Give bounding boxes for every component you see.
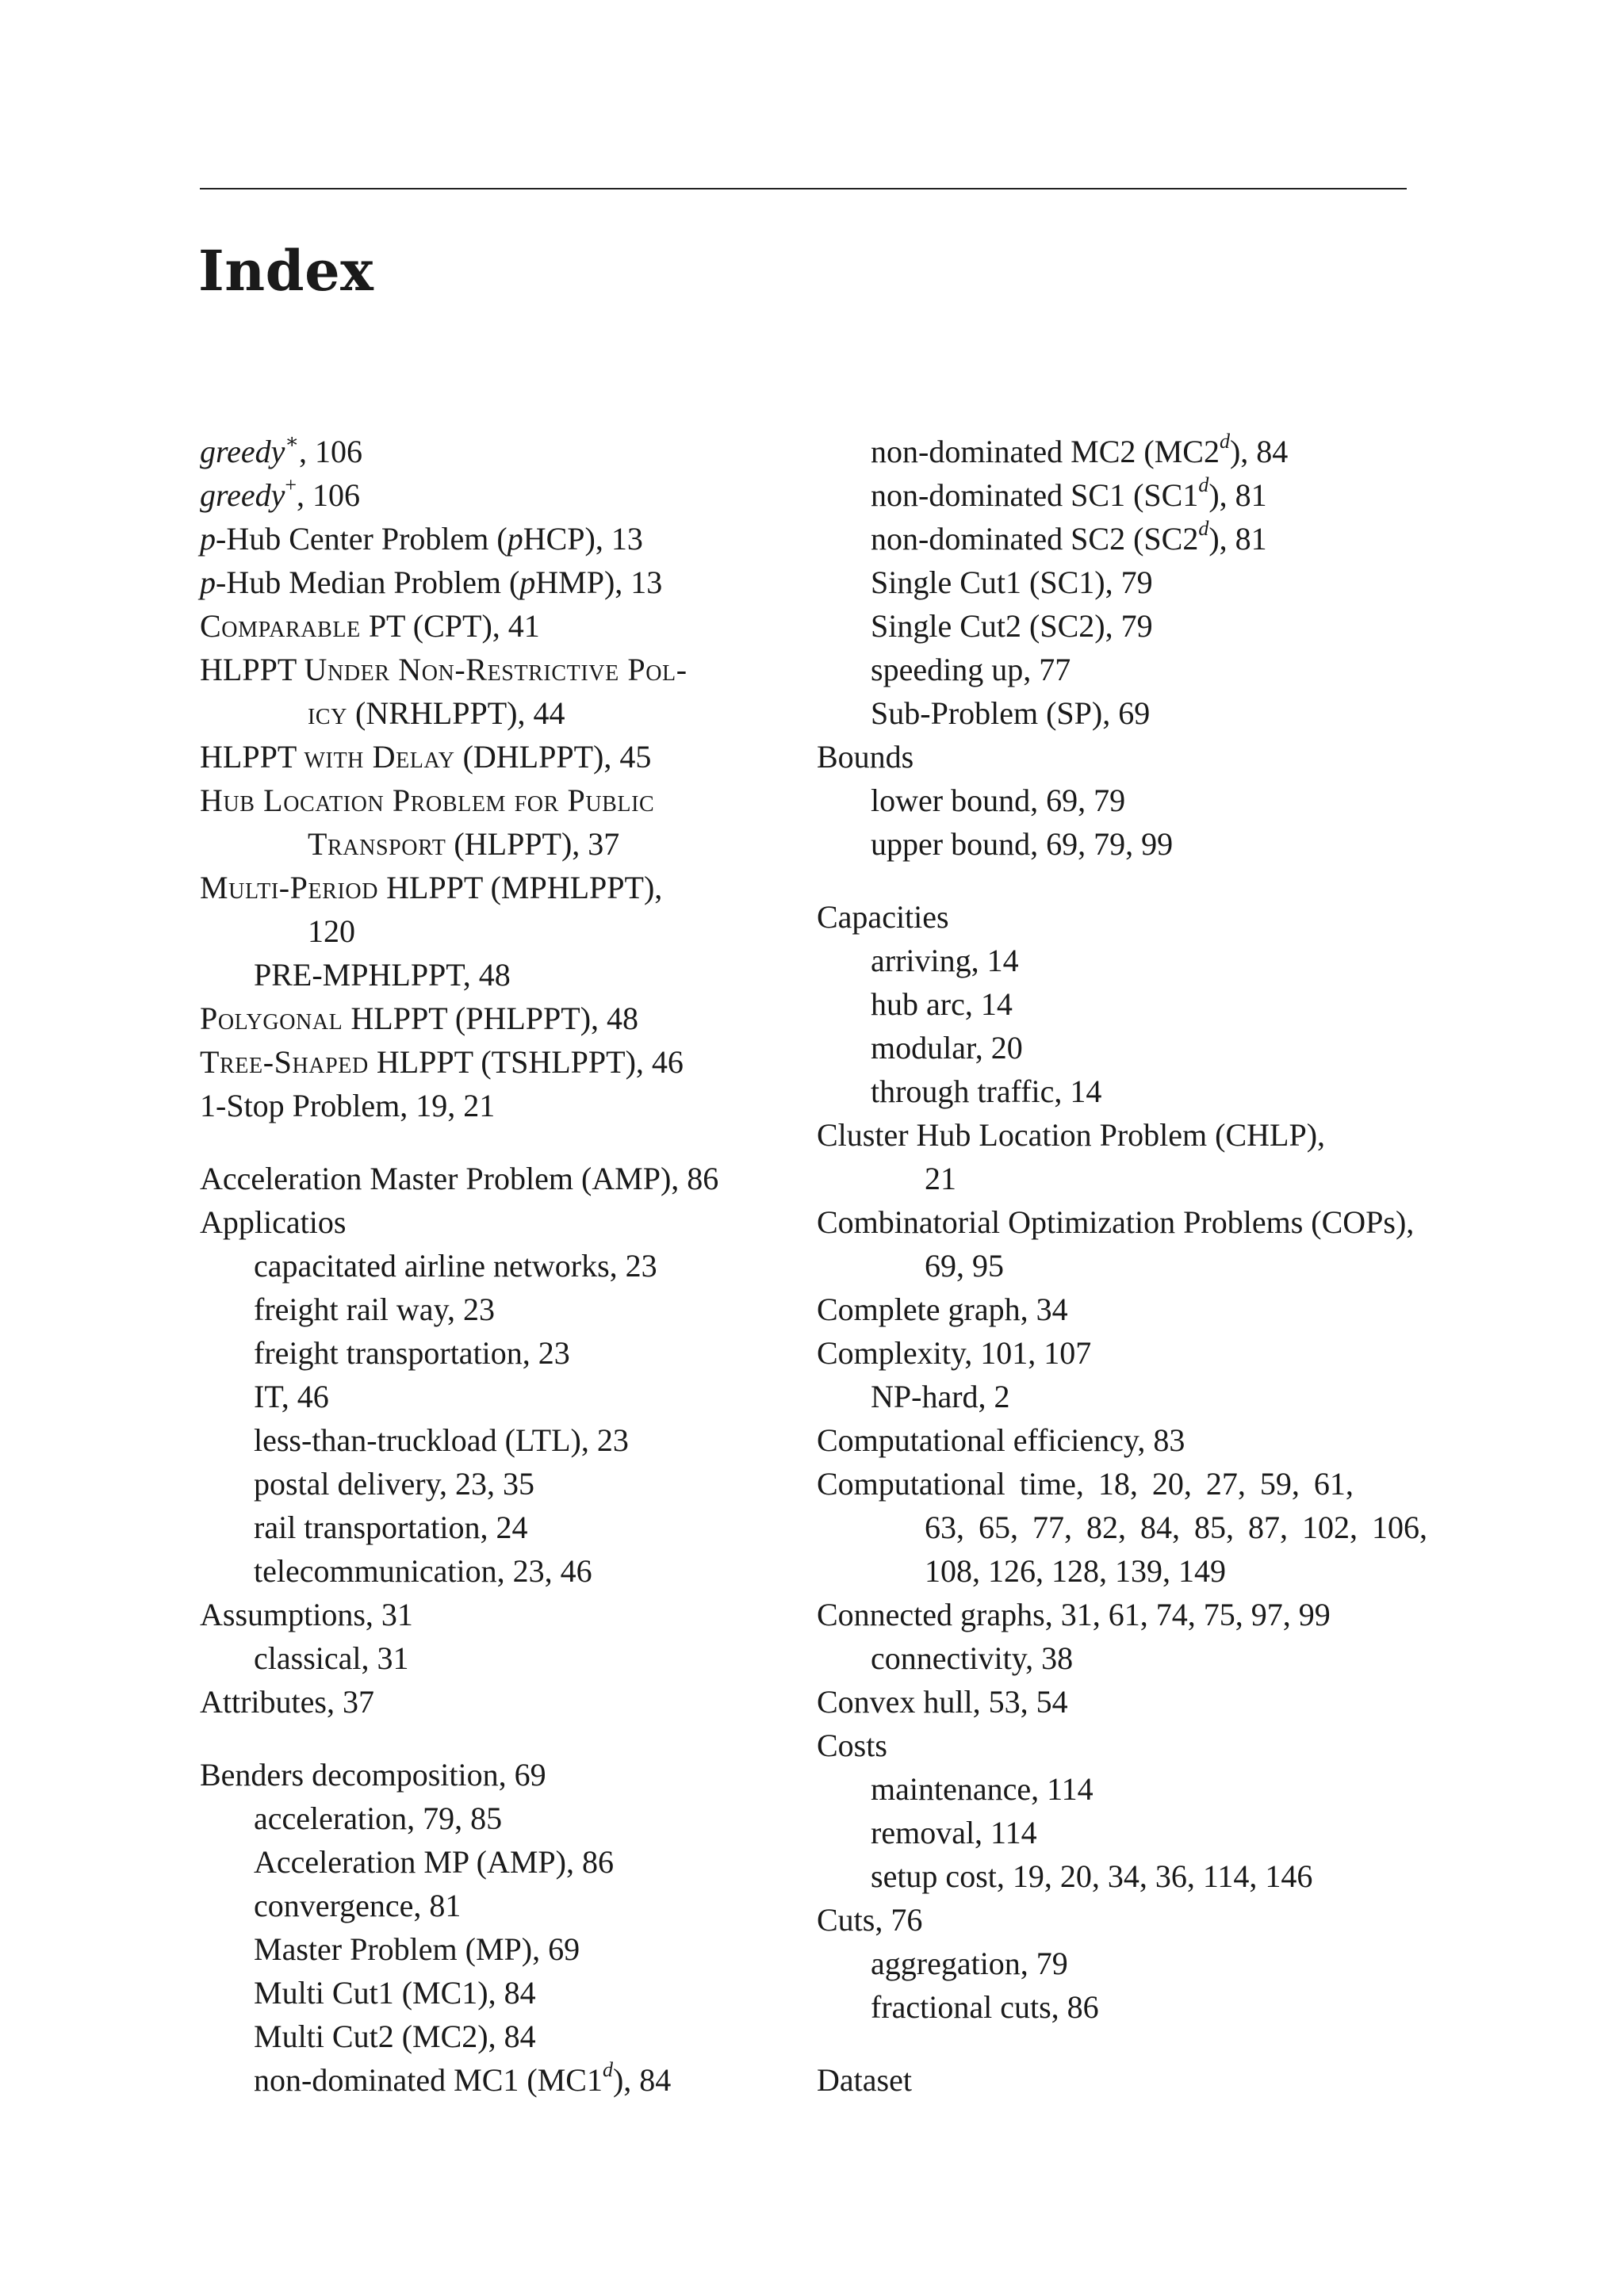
index-entry: greedy∗, 106: [200, 429, 363, 469]
index-entry: Multi-Period HLPPT (MPHLPPT),: [200, 870, 663, 905]
index-subentry: non-dominated MC2 (MC2$^d$), 84: [871, 429, 1289, 469]
index-entry-continuation: 69, 95: [925, 1248, 1004, 1284]
index-entry: greedy+, 106: [200, 473, 361, 513]
page-title: Index: [198, 238, 374, 304]
index-entry: HLPPT Under Non-Restrictive Pol-: [200, 652, 688, 687]
index-subentry: hub arc, 14: [871, 986, 1013, 1022]
index-entry: Cluster Hub Location Problem (CHLP),: [817, 1117, 1326, 1153]
index-entry: Computational efficiency, 83: [817, 1422, 1185, 1458]
index-subentry: removal, 114: [871, 1815, 1037, 1850]
index-subentry: lower bound, 69, 79: [871, 783, 1126, 818]
index-entry: Cuts, 76: [817, 1902, 923, 1938]
index-subentry: speeding up, 77: [871, 652, 1071, 687]
header-rule: [200, 188, 1407, 189]
index-entry: Convex hull, 53, 54: [817, 1684, 1068, 1720]
index-subentry: classical, 31: [254, 1640, 409, 1676]
index-subentry: less-than-truckload (LTL), 23: [254, 1422, 629, 1458]
index-entry: Bounds: [817, 739, 914, 775]
index-subentry: non-dominated SC2 (SC2$^d$), 81: [871, 516, 1267, 557]
index-subentry: Acceleration MP (AMP), 86: [254, 1844, 614, 1880]
index-subentry: capacitated airline networks, 23: [254, 1248, 657, 1284]
index-subentry: postal delivery, 23, 35: [254, 1466, 535, 1502]
index-subentry: modular, 20: [871, 1030, 1023, 1066]
index-subentry: acceleration, 79, 85: [254, 1800, 503, 1836]
index-subentry: convergence, 81: [254, 1888, 462, 1923]
index-subentry: freight transportation, 23: [254, 1335, 570, 1371]
index-subentry: fractional cuts, 86: [871, 1989, 1099, 2025]
index-subentry: IT, 46: [254, 1379, 329, 1414]
index-entry-continuation: icy (NRHLPPT), 44: [308, 695, 565, 731]
index-subentry: through traffic, 14: [871, 1073, 1102, 1109]
index-entry-continuation: 120: [308, 913, 355, 949]
index-entry: Complete graph, 34: [817, 1292, 1068, 1327]
index-entry: Hub Location Problem for Public: [200, 783, 655, 818]
index-subentry: arriving, 14: [871, 943, 1019, 978]
index-entry: Tree-Shaped HLPPT (TSHLPPT), 46: [200, 1044, 684, 1080]
index-subentry: connectivity, 38: [871, 1640, 1074, 1676]
index-column-left: [200, 430, 802, 2102]
index-entry: Attributes, 37: [200, 1684, 374, 1720]
index-entry: Combinatorial Optimization Problems (COPs),: [817, 1204, 1415, 1240]
index-entry: 1-Stop Problem, 19, 21: [200, 1088, 496, 1123]
index-subentry: Multi Cut1 (MC1), 84: [254, 1975, 536, 2011]
index-entry: Polygonal HLPPT (PHLPPT), 48: [200, 1001, 639, 1036]
index-column-right: [817, 430, 1483, 2102]
index-entry-continuation: 108, 126, 128, 139, 149: [925, 1553, 1226, 1589]
index-subentry: upper bound, 69, 79, 99: [871, 826, 1174, 862]
index-entry: Benders decomposition, 69: [200, 1757, 546, 1793]
index-subentry: rail transportation, 24: [254, 1510, 528, 1545]
index-entry: Applicatios: [200, 1204, 347, 1240]
index-subentry: maintenance, 114: [871, 1771, 1094, 1807]
index-entry: p-Hub Median Problem (pHMP), 13: [200, 564, 663, 600]
index-entry-continuation: 63, 65, 77, 82, 84, 85, 87, 102, 106,: [925, 1510, 1427, 1545]
index-entry: Complexity, 101, 107: [817, 1335, 1092, 1371]
index-entry-continuation: 21: [925, 1161, 956, 1196]
index-subentry: Master Problem (MP), 69: [254, 1931, 580, 1967]
index-entry-continuation: Transport (HLPPT), 37: [308, 826, 620, 862]
index-subentry: NP-hard, 2: [871, 1379, 1010, 1414]
index-subentry: freight rail way, 23: [254, 1292, 495, 1327]
index-entry: Acceleration Master Problem (AMP), 86: [200, 1161, 719, 1196]
index-subentry: telecommunication, 23, 46: [254, 1553, 592, 1589]
index-entry: Dataset: [817, 2062, 912, 2098]
index-subentry: setup cost, 19, 20, 34, 36, 114, 146: [871, 1858, 1313, 1894]
index-entry: p-Hub Center Problem (pHCP), 13: [200, 521, 643, 557]
index-entry: Capacities: [817, 899, 949, 935]
index-entry: Assumptions, 31: [200, 1597, 413, 1632]
index-subentry: Single Cut2 (SC2), 79: [871, 608, 1153, 644]
index-entry: Costs: [817, 1728, 887, 1763]
index-subentry: non-dominated MC1 (MC1$^d$), 84: [254, 2057, 672, 2098]
index-subentry: non-dominated SC1 (SC1$^d$), 81: [871, 473, 1267, 513]
index-subentry: PRE-MPHLPPT, 48: [254, 957, 511, 993]
index-entry: Connected graphs, 31, 61, 74, 75, 97, 99: [817, 1597, 1331, 1632]
index-subentry: Multi Cut2 (MC2), 84: [254, 2019, 536, 2054]
index-entry: Comparable PT (CPT), 41: [200, 608, 540, 644]
index-subentry: Single Cut1 (SC1), 79: [871, 564, 1153, 600]
index-subentry: aggregation, 79: [871, 1946, 1068, 1981]
index-subentry: Sub-Problem (SP), 69: [871, 695, 1151, 731]
index-entry: Computational time, 18, 20, 27, 59, 61,: [817, 1466, 1354, 1502]
index-entry: HLPPT with Delay (DHLPPT), 45: [200, 739, 652, 775]
